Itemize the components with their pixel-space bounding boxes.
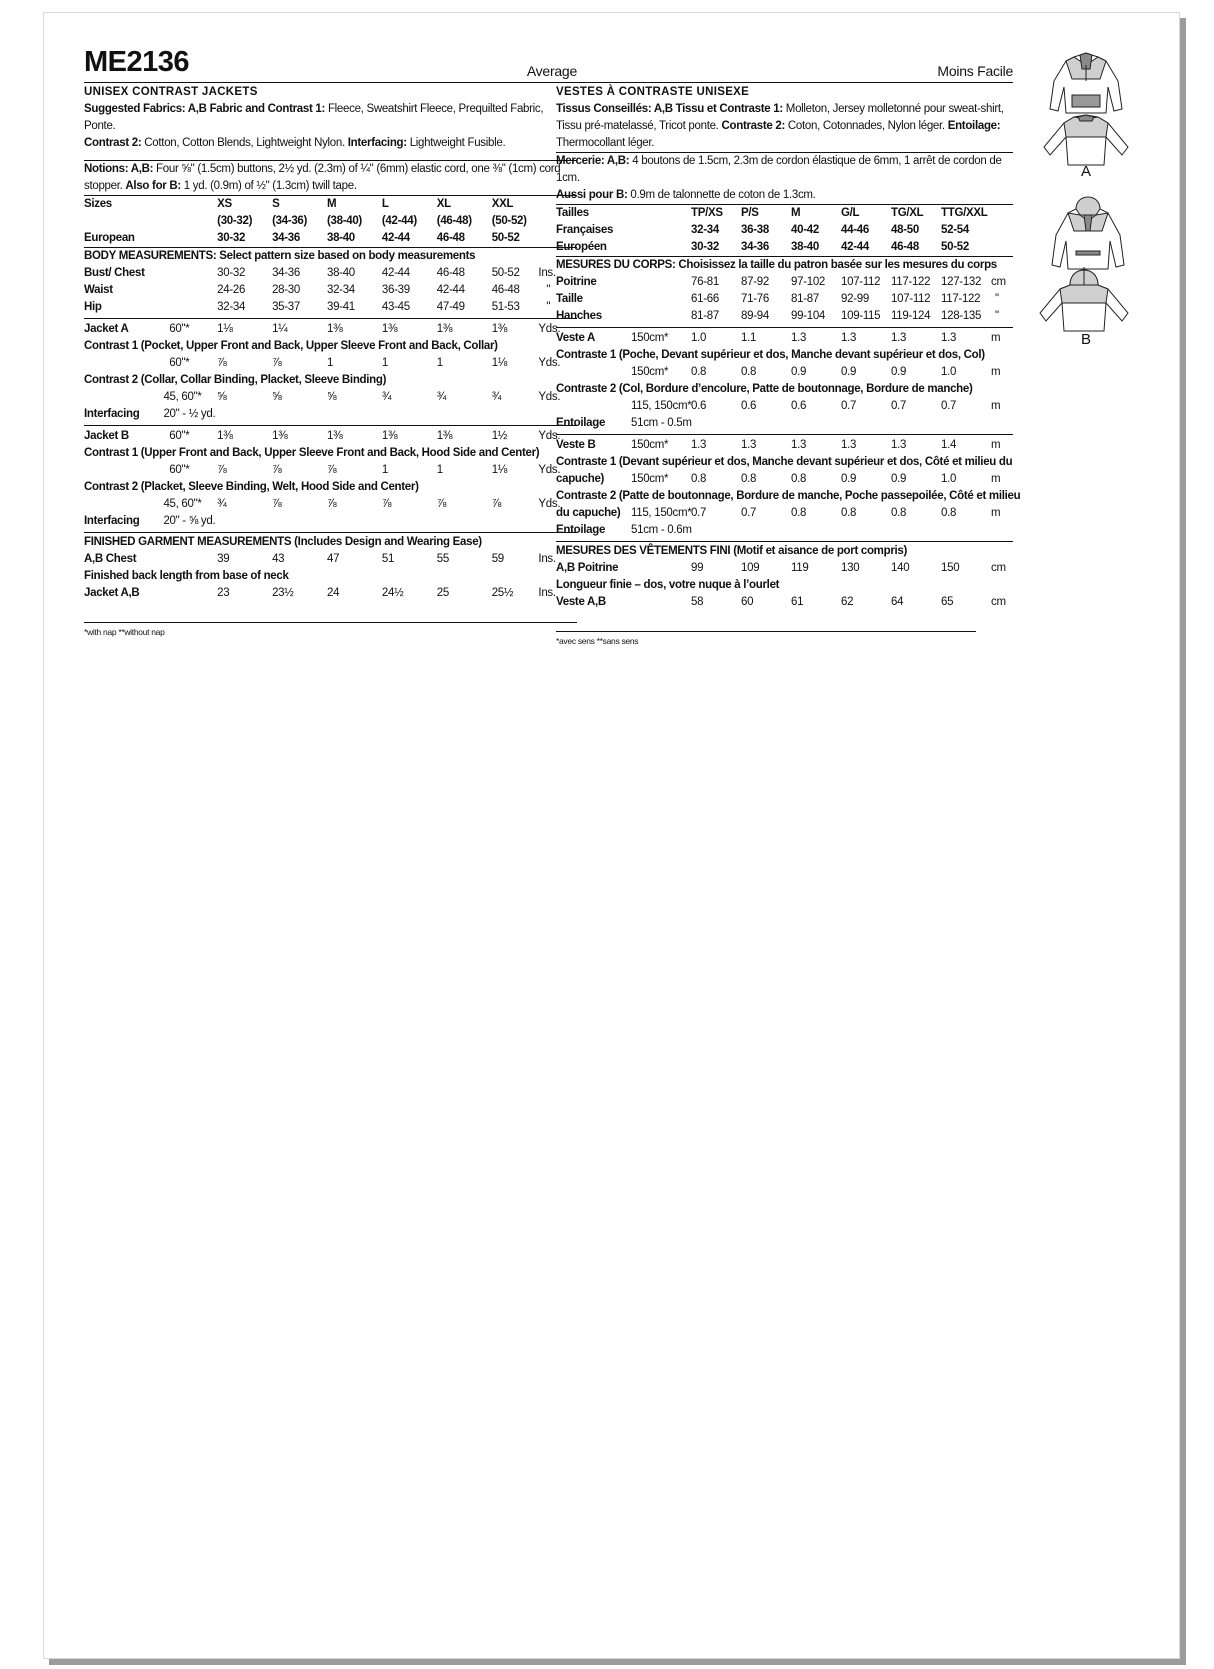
jacket-b-contrast1-title-fr: Contraste 1 (Devant supérieur et dos, Manche devant supérieur et dos, Côté et milieu du bbox=[556, 456, 1013, 468]
body-row: Hip 32-34 35-37 39-41 43-45 47-49 51-53 " bbox=[84, 301, 551, 313]
size-chart-en bbox=[84, 196, 577, 247]
jacket-a-contrast1-title: Contrast 1 (Pocket, Upper Front and Back, Upper Sleeve Front and Back, Collar) bbox=[84, 340, 498, 352]
contrast-row: 60"* ⅞ ⅞ 1 1 1 1⅛ Yds. bbox=[169, 357, 561, 369]
garment-title-fr: VESTES À CONTRASTE UNISEXE bbox=[556, 86, 750, 98]
difficulty-level: Average bbox=[526, 63, 577, 79]
jacket-b-contrast2-title-fr: Contraste 2 (Patte de boutonnage, Bordure de manche, Poche passepoilée, Côté et milieu bbox=[556, 490, 1021, 502]
finished-measurements-title-fr: MESURES DES VÊTEMENTS FINI (Motif et aisance de port compris) bbox=[556, 545, 908, 557]
jacket-b-contrast2-title: Contrast 2 (Placket, Sleeve Binding, Welt, Hood Side and Center) bbox=[84, 481, 419, 493]
jacket-b-row: Jacket B 60"* 1⅜ 1⅜ 1⅜ 1⅜ 1⅜ 1½ Yds. bbox=[84, 430, 561, 442]
jacket-a-yardage-en bbox=[84, 321, 577, 338]
body-row-fr: Poitrine 76-81 87-92 97-102 107-112 117-122 127-132 cm bbox=[556, 276, 1006, 288]
length-row: Jacket A,B 23 23½ 24 24½ 25 25½ Ins. bbox=[84, 587, 556, 599]
contrast-row-fr: 150cm* 0.8 0.8 0.9 0.9 0.9 1.0 m bbox=[631, 366, 1001, 378]
european-sizes-row-fr: Européen 30-32 34-36 38-40 42-44 46-48 50-52 bbox=[556, 241, 969, 253]
contrast-row: 45, 60"* ¾ ⅞ ⅞ ⅞ ⅞ ⅞ Yds. bbox=[163, 498, 561, 510]
interfacing-row-fr: Entoilage 51cm - 0.5m bbox=[556, 417, 692, 429]
french-header bbox=[556, 46, 1013, 83]
finished-length-fr bbox=[556, 594, 1013, 611]
interfacing-row: Interfacing 20" - ½ yd. bbox=[84, 408, 216, 420]
body-row: Waist 24-26 28-30 32-34 36-39 42-44 46-48 " bbox=[84, 284, 551, 296]
fabrics-paragraph: Suggested Fabrics: A,B Fabric and Contrast 1: Fleece, Sweatshirt Fleece, Prequilted Fabric, Ponte. Contrast 2: Cotton, Cotton Blends, Lightweight Nylon. Interfacing: Lightweight Fusible. bbox=[84, 103, 544, 149]
jacket-a-contrast2-fr bbox=[556, 398, 1013, 432]
european-sizes-row: European 30-32 34-36 38-40 42-44 46-48 50-52 bbox=[84, 232, 520, 244]
jacket-b-front-icon bbox=[1046, 191, 1131, 273]
french-column bbox=[556, 46, 1021, 648]
footnote-fr: *avec sens **sans sens bbox=[556, 636, 639, 646]
french-sizes-row: Françaises 32-34 36-38 40-42 44-46 48-50 52-54 bbox=[556, 224, 969, 236]
view-a-label: A bbox=[1081, 163, 1092, 180]
instruction-sheet bbox=[43, 12, 1180, 1659]
jacket-a-yardage-fr bbox=[556, 330, 1013, 347]
jacket-b-contrast2-en bbox=[84, 496, 577, 530]
chest-row-fr: A,B Poitrine 99 109 119 130 140 150 cm bbox=[556, 562, 1006, 574]
body-row: Bust/ Chest 30-32 34-36 38-40 42-44 46-48 50-52 Ins. bbox=[84, 267, 556, 279]
jacket-a-row: Jacket A 60"* 1⅛ 1¼ 1⅜ 1⅜ 1⅜ 1⅜ Yds. bbox=[84, 323, 561, 335]
finished-measurements-title: FINISHED GARMENT MEASUREMENTS (Includes Design and Wearing Ease) bbox=[84, 536, 482, 548]
jacket-b-contrast1-title: Contrast 1 (Upper Front and Back, Upper Sleeve Front and Back, Hood Side and Center) bbox=[84, 447, 540, 459]
interfacing-row-fr: Entoilage 51cm - 0.6m bbox=[556, 524, 692, 536]
body-measurements-en bbox=[84, 265, 577, 316]
length-row-fr: Veste A,B 58 60 61 62 64 65 cm bbox=[556, 596, 1006, 608]
back-length-title: Finished back length from base of neck bbox=[84, 570, 289, 582]
notions-paragraph: Notions: A,B: Four ⅝" (1.5cm) buttons, 2½ yd. (2.3m) of ¼" (6mm) elastic cord, one ⅜" (1cm) cord stopper. Also for B: 1 yd. (0.9m) of ½" (1.3cm) twill tape. bbox=[84, 163, 561, 192]
contrast-row: 60"* ⅞ ⅞ ⅞ 1 1 1⅛ Yds. bbox=[169, 464, 561, 476]
jacket-a-contrast2-title-fr: Contraste 2 (Col, Bordure d’encolure, Patte de boutonnage, Bordure de manche) bbox=[556, 383, 973, 395]
difficulty-level-fr: Moins Facile bbox=[937, 63, 1013, 79]
size-names-row: Sizes XS S M L XL XXL bbox=[84, 198, 514, 210]
jacket-b-contrast1-fr bbox=[556, 471, 1013, 488]
fabrics-paragraph-fr: Tissus Conseillés: A,B Tissu et Contraste 1: Molleton, Jersey molletonné pour sweat-shirt, Tissu pré-matelassé, Tricot ponte. Contraste 2: Coton, Cotonnades, Nylon léger. Entoilage: Thermocollant léger. bbox=[556, 103, 1004, 149]
body-row-fr: Taille 61-66 71-76 81-87 92-99 107-112 117-122 " bbox=[556, 293, 999, 305]
english-column bbox=[84, 46, 577, 639]
size-ranges-row: (30-32) (34-36) (38-40) (42-44) (46-48) (50-52) bbox=[217, 215, 527, 227]
size-chart-fr bbox=[556, 205, 1013, 256]
jacket-b-yardage-fr bbox=[556, 437, 1013, 454]
size-names-row-fr: Tailles TP/XS P/S M G/L TG/XL TTG/XXL bbox=[556, 207, 988, 219]
jacket-a-contrast1-fr bbox=[556, 364, 1013, 381]
view-b-label: B bbox=[1081, 331, 1092, 348]
contrast-row-fr: du capuche) 115, 150cm* 0.7 0.7 0.8 0.8 0.8 0.8 m bbox=[556, 507, 1001, 519]
jacket-a-contrast2-title: Contrast 2 (Collar, Collar Binding, Placket, Sleeve Binding) bbox=[84, 374, 387, 386]
finished-chest-en bbox=[84, 551, 577, 568]
body-measurements-fr bbox=[556, 274, 1013, 325]
jacket-b-row-fr: Veste B 150cm* 1.3 1.3 1.3 1.3 1.3 1.4 m bbox=[556, 439, 1001, 451]
finished-length-en bbox=[84, 585, 577, 602]
pattern-number: ME2136 bbox=[84, 46, 190, 78]
jacket-a-front-icon bbox=[1044, 51, 1129, 119]
footnote-en: *with nap **without nap bbox=[84, 627, 165, 637]
english-header bbox=[84, 46, 577, 83]
jacket-b-contrast2-fr bbox=[556, 505, 1013, 539]
contrast-row-fr: capuche) 150cm* 0.8 0.8 0.8 0.9 0.9 1.0 m bbox=[556, 473, 1001, 485]
jacket-a-contrast2-en bbox=[84, 389, 577, 423]
jacket-b-yardage-en bbox=[84, 428, 577, 445]
back-length-title-fr: Longueur finie – dos, votre nuque à l’ourlet bbox=[556, 579, 780, 591]
body-row-fr: Hanches 81-87 89-94 99-104 109-115 119-124 128-135 " bbox=[556, 310, 999, 322]
jacket-a-contrast1-en bbox=[84, 355, 577, 372]
interfacing-row: Interfacing 20" - ⅝ yd. bbox=[84, 515, 216, 527]
jacket-b-contrast1-en bbox=[84, 462, 577, 479]
contrast-row: 45, 60"* ⅝ ⅝ ⅝ ¾ ¾ ¾ Yds. bbox=[163, 391, 561, 403]
jacket-b-back-icon bbox=[1034, 265, 1134, 337]
contrast-row-fr: 115, 150cm* 0.6 0.6 0.6 0.7 0.7 0.7 m bbox=[631, 400, 1001, 412]
chest-row: A,B Chest 39 43 47 51 55 59 Ins. bbox=[84, 553, 556, 565]
body-measurements-title: BODY MEASUREMENTS: Select pattern size based on body measurements bbox=[84, 250, 476, 262]
jacket-a-row-fr: Veste A 150cm* 1.0 1.1 1.3 1.3 1.3 1.3 m bbox=[556, 332, 1001, 344]
garment-title: UNISEX CONTRAST JACKETS bbox=[84, 86, 258, 98]
notions-paragraph-fr: Mercerie: A,B: 4 boutons de 1.5cm, 2.3m de cordon élastique de 6mm, 1 arrêt de cordon de 1cm. Aussi pour B: 0.9m de talonnette de coton de 1.3cm. bbox=[556, 155, 1002, 201]
finished-chest-fr bbox=[556, 560, 1013, 577]
jacket-a-contrast1-title-fr: Contraste 1 (Poche, Devant supérieur et dos, Manche devant supérieur et dos, Col) bbox=[556, 349, 985, 361]
body-measurements-title-fr: MESURES DU CORPS: Choisissez la taille du patron basée sur les mesures du corps bbox=[556, 259, 997, 271]
